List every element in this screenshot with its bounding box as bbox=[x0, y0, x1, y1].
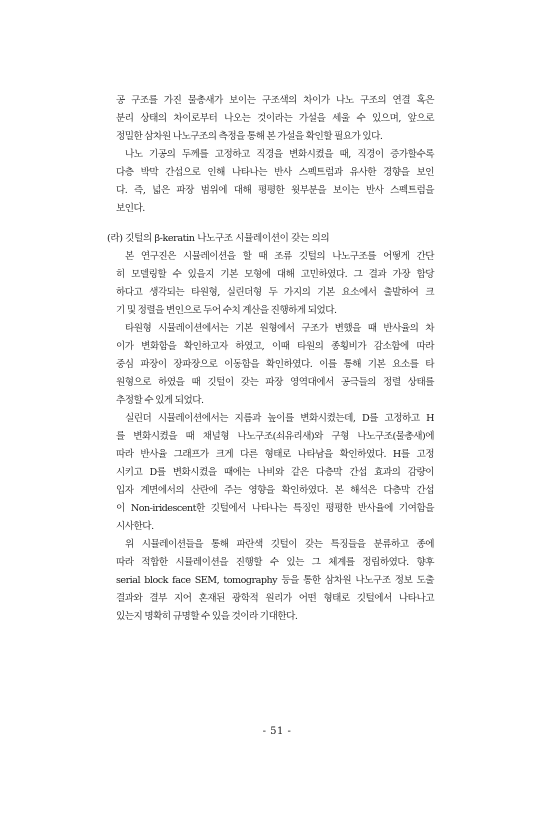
text-line: 분리 상태의 차이로부터 나오는 것이라는 가설을 세울 수 있으며, 앞으로 bbox=[116, 113, 434, 124]
text-line: 위 시뮬레이션들을 통해 파란색 깃털이 갖는 특징들을 분류하고 종에 bbox=[125, 539, 434, 550]
text-line: 이 Non-iridescent한 깃털에서 나타나는 특징인 평평한 반사율에 기여함을 bbox=[116, 503, 434, 514]
text-line: 나노 기공의 두께를 고정하고 직경을 변화시켰을 때, 직경이 증가할수록 bbox=[125, 149, 434, 160]
section-heading: (라) 깃털의 β-keratin 나노구조 시뮬레이션이 갖는 의의 bbox=[107, 233, 330, 244]
section-paragraph-1 bbox=[116, 248, 434, 320]
text-line: serial block face SEM, tomography 등을 통한 삼차원 나노구조 정보 도출 bbox=[116, 575, 434, 586]
text-line: 본 연구진은 시뮬레이션을 할 때 조류 깃털의 나노구조를 어떻게 간단 bbox=[125, 251, 434, 262]
text-line: 보인다. bbox=[116, 203, 145, 214]
text-line: 따라 적합한 시뮬레이션을 진행할 수 있는 그 체계를 정립하였다. 향후 bbox=[116, 557, 434, 568]
text-line: 타원형 시뮬레이션에서는 기본 원형에서 구조가 변했을 때 반사율의 차 bbox=[125, 323, 434, 334]
paragraph-2 bbox=[116, 146, 434, 218]
text-line: 시사한다. bbox=[116, 521, 154, 532]
section-paragraph-2 bbox=[116, 320, 434, 410]
text-line: 정밀한 삼차원 나노구조의 측정을 통해 본 가설을 확인할 필요가 있다. bbox=[116, 131, 383, 142]
text-line: 를 변화시켰을 때 채널형 나노구조(쇠유리새)와 구형 나노구조(물총새)에 bbox=[116, 431, 434, 442]
text-line: 기 및 정렬을 변인으로 두어 수치 계산을 진행하게 되었다. bbox=[116, 305, 337, 316]
text-line: 이가 변화함을 확인하고자 하였고, 이때 타원의 종횡비가 감소함에 따라 bbox=[116, 341, 434, 352]
text-line: 다. 즉, 넓은 파장 범위에 대해 평평한 윗부분을 보이는 반사 스펙트럼을 bbox=[116, 185, 434, 196]
text-line: 공 구조를 가진 물총새가 보이는 구조색의 차이가 나노 구조의 연결 혹은 bbox=[116, 95, 434, 106]
text-line: 따라 반사율 그래프가 크게 다른 형태로 나타남을 확인하였다. H를 고정 bbox=[116, 449, 434, 460]
text-line: 히 모델링할 수 있을지 기본 모형에 대해 고민하였다. 그 결과 가장 합당 bbox=[116, 269, 434, 280]
text-line: 시키고 D를 변화시켰을 때에는 나비와 같은 다층막 간섭 효과의 감량이 bbox=[116, 467, 434, 478]
text-line: 추정할 수 있게 되었다. bbox=[116, 395, 204, 406]
section-paragraph-4 bbox=[116, 536, 434, 626]
text-line: 중심 파장이 장파장으로 이동함을 확인하였다. 이를 통해 기본 요소를 타 bbox=[116, 359, 434, 370]
text-line: 있는지 명확히 규명할 수 있을 것이라 기대한다. bbox=[116, 611, 298, 622]
section-paragraph-3 bbox=[116, 410, 434, 536]
text-line: 다층 박막 간섭으로 인해 나타나는 반사 스펙트럼과 유사한 경향을 보인 bbox=[116, 167, 434, 178]
paragraph-1 bbox=[116, 92, 434, 146]
text-line: 실린더 시뮬레이션에서는 지름과 높이를 변화시켰는데, D를 고정하고 H bbox=[125, 413, 434, 424]
text-line: 원형으로 하였을 때 깃털이 갖는 파장 영역대에서 공극들의 정렬 상태를 bbox=[116, 377, 434, 388]
text-line: 입자 계면에서의 산란에 주는 영향을 확인하였다. 본 해석은 다층막 간섭 bbox=[116, 485, 434, 496]
text-line: 하다고 생각되는 타원형, 실린더형 두 가지의 기본 요소에서 출발하여 크 bbox=[116, 287, 434, 298]
text-line: 결과와 결부 지어 혼재된 광학적 원리가 어떤 형태로 깃털에서 나타나고 bbox=[116, 593, 434, 604]
page-number: - 51 - bbox=[262, 726, 292, 737]
